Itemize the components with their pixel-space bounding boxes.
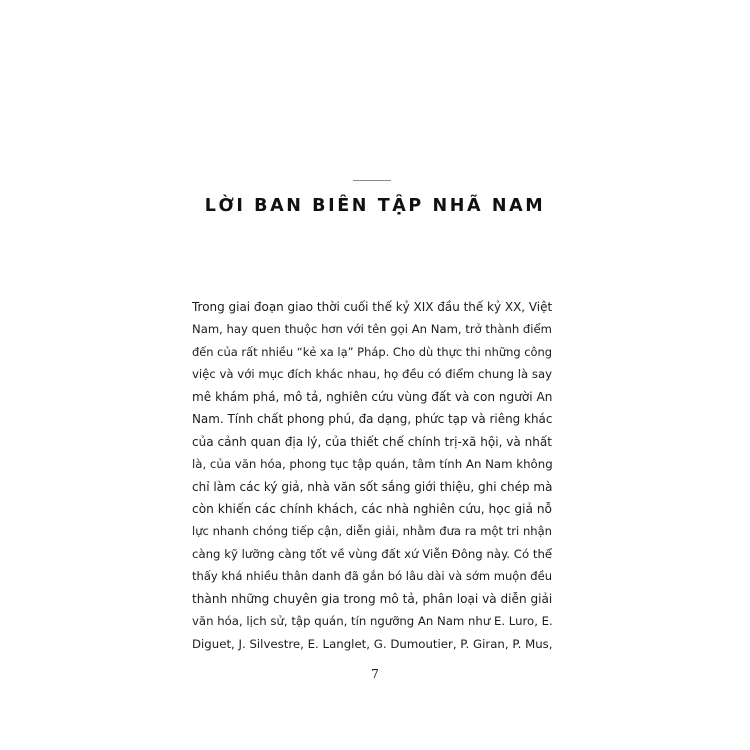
text-line: văn hóa, lịch sử, tập quán, tín ngưỡng An Nam như E. Luro, E. [192,614,553,629]
text-line: chỉ làm các ký giả, nhà văn sốt sắng giới thiệu, ghi chép mà [192,479,553,494]
text-line: thành những chuyên gia trong mô tả, phân loại và diễn giải [192,591,553,606]
title-divider-rule [353,180,391,181]
text-line: Trong giai đoạn giao thời cuối thế kỷ XIX đầu thế kỷ XX, Việt [192,300,553,314]
text-line: còn khiến các chính khách, các nhà nghiên cứu, học giả nỗ [192,501,552,516]
text-line: là, của văn hóa, phong tục tập quán, tâm tính An Nam không [192,457,553,472]
body-paragraph [192,296,552,655]
text-line: mê khám phá, mô tả, nghiên cứu vùng đất và con người An [192,389,553,404]
text-line: đến của rất nhiều “kẻ xa lạ” Pháp. Cho dù thực thi những công [192,344,553,359]
text-line: việc và với mục đích khác nhau, họ đều có điểm chung là say [192,367,553,382]
text-line: của cảnh quan địa lý, của thiết chế chính trị-xã hội, và nhất [192,434,552,449]
text-line: lực nhanh chóng tiếp cận, diễn giải, nhằm đưa ra một tri nhận [192,524,552,539]
text-line: Nam, hay quen thuộc hơn với tên gọi An Nam, trở thành điểm [192,322,552,337]
text-line: Diguet, J. Silvestre, E. Langlet, G. Dumoutier, P. Giran, P. Mus, [192,636,553,651]
text-line: càng kỹ lưỡng càng tốt về vùng đất xứ Viễn Đông này. Có thể [192,546,553,561]
text-line: thấy khá nhiều thân danh đã gắn bó lâu dài và sớm muộn đều [192,569,552,584]
chapter-title: LỜI BAN BIÊN TẬP NHÃ NAM [204,196,546,216]
text-line: Nam. Tính chất phong phú, đa dạng, phức tạp và riêng khác [192,412,553,427]
page-number: 7 [371,666,379,681]
